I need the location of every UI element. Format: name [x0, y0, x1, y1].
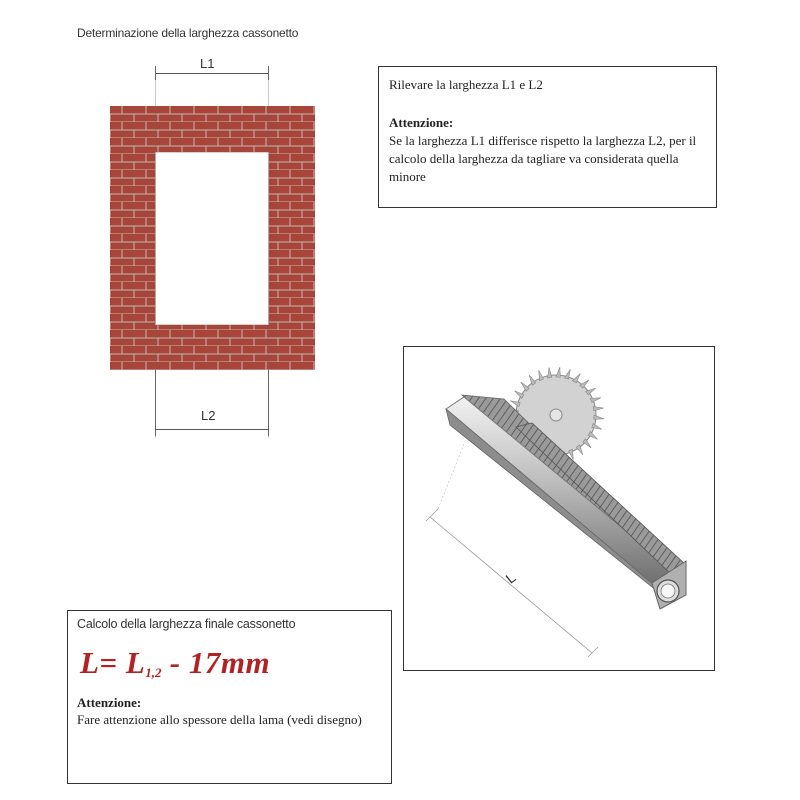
- measurement-warning-heading: Attenzione:: [389, 115, 454, 130]
- saw-tooth: [572, 374, 580, 383]
- formula-subscript: 1,2: [145, 665, 162, 680]
- saw-tooth: [594, 415, 604, 419]
- saw-tooth: [548, 367, 552, 377]
- saw-tooth: [586, 388, 596, 395]
- formula-suffix: - 17mm: [161, 645, 271, 680]
- window-opening: [155, 152, 269, 325]
- saw-tooth: [529, 375, 536, 385]
- measurement-note-box: [378, 66, 717, 208]
- saw-tooth: [576, 445, 583, 455]
- formula-box-title: Calcolo della larghezza finale cassonetto: [77, 617, 296, 631]
- cutting-drawing-box: [403, 346, 715, 671]
- formula-warning-heading: Attenzione:: [77, 695, 142, 710]
- dimension-label-l1: L1: [200, 56, 215, 71]
- saw-tooth: [593, 407, 603, 411]
- extension-line-l2-right: [268, 370, 269, 436]
- page-title: Determinazione della larghezza cassonetto: [77, 26, 299, 40]
- dimension-line-l2: [155, 429, 269, 430]
- saw-tooth: [515, 391, 524, 399]
- formula-box: [67, 610, 392, 784]
- saw-tooth: [556, 367, 560, 377]
- extension-line-l1-left: [155, 66, 156, 80]
- extension-line-l2-left: [155, 370, 156, 436]
- formula-prefix: L= L: [80, 645, 146, 680]
- saw-tooth: [539, 370, 544, 381]
- dimension-label-l: L: [502, 569, 519, 587]
- saw-tooth: [590, 398, 601, 403]
- width-formula: [80, 645, 382, 681]
- extension-line-l1-right: [268, 66, 269, 80]
- measurement-warning-text: Se la larghezza L1 differisce rispetto la larghezza L2, per il calcolo della larghezza da tagliare va considerata quella minore: [389, 133, 697, 184]
- brush-strip-front: [516, 423, 686, 575]
- dimension-line-l1: [155, 73, 269, 74]
- dimension-label-l2: L2: [201, 408, 216, 423]
- formula-warning-text: Fare attenzione allo spessore della lama (vedi disegno): [77, 712, 362, 727]
- measurement-note-title: Rilevare la larghezza L1 e L2: [389, 77, 543, 92]
- saw-profile-drawing: [404, 347, 716, 672]
- saw-tooth: [588, 431, 597, 439]
